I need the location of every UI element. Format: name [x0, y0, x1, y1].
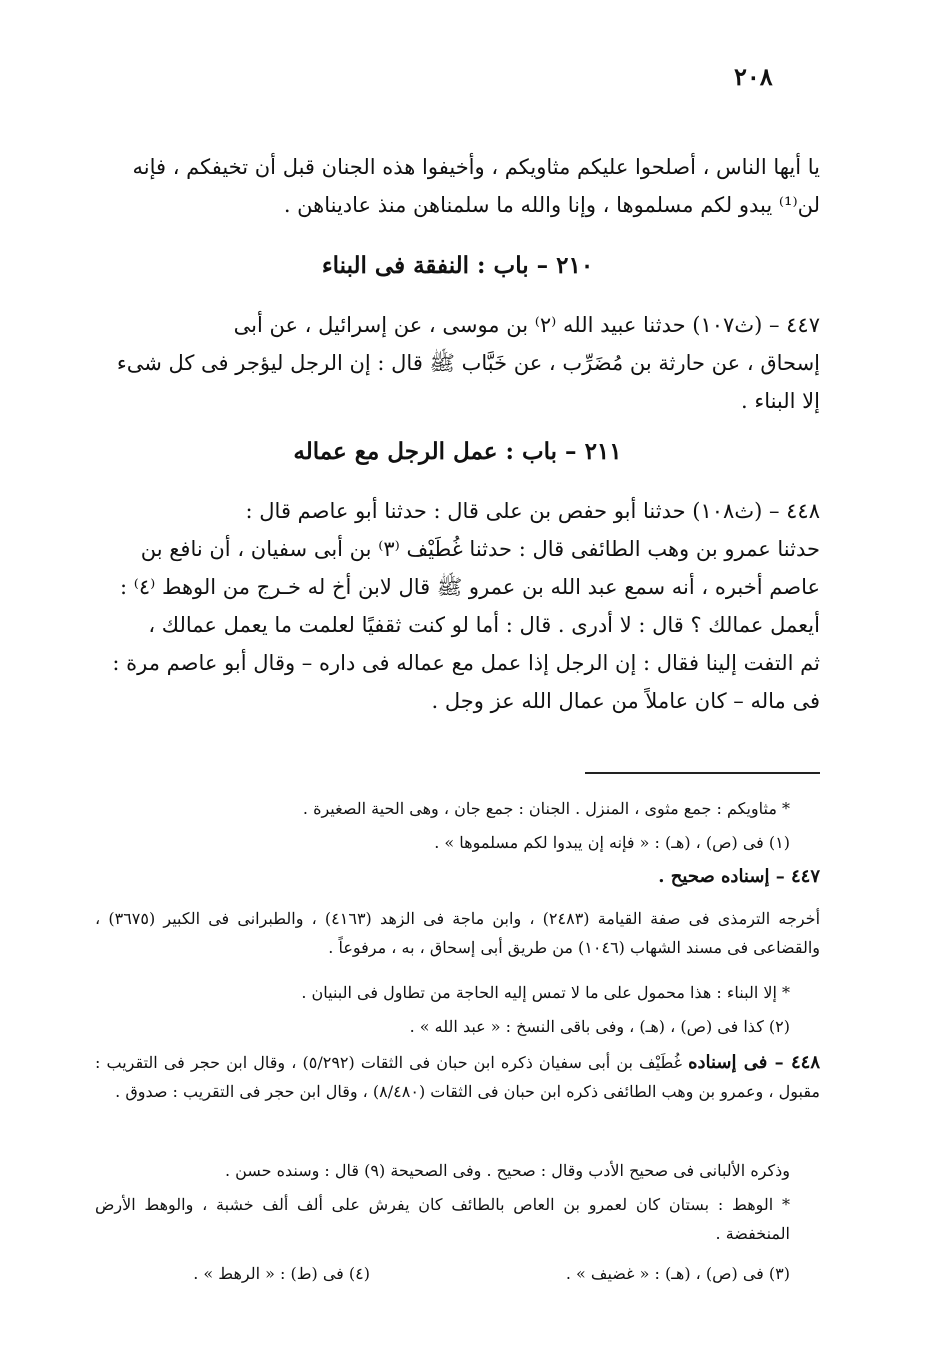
hadith-line: ٤٤٧ – (ث١٠٧) حدثنا عبيد الله ⁽٢⁾ بن موسى ، عن إسرائيل ، عن أبى	[233, 313, 820, 337]
footnote-wahat: * الوهط : بستان كان لعمرو بن العاص بالطائف كان يفرش على ألف ألف خشبة ، والوهط الأرض المنخفضة .	[95, 1195, 790, 1243]
footnote-bina: * إلا البناء : هذا محمول على ما لا تمس إليه الحاجة من تطاول فى البنيان .	[301, 983, 790, 1002]
hadith-line: عاصم أخبره ، أنه سمع عبد الله بن عمرو ﷺ قال لابن أخ له خـرج من الوهط ⁽٤⁾ :	[119, 575, 820, 599]
isnad-448-label: ٤٤٨ – فى إسناده	[688, 1052, 820, 1073]
hadith-line: إسحاق ، عن حارثة بن مُضَرِّب ، عن خَبَّاب ﷺ قال : إن الرجل ليؤجر فى كل شىء	[116, 351, 820, 375]
albani-448: وذكره الألبانى فى صحيح الأدب وقال : صحيح . وفى الصحيحة (٩) قال : وسنده حسن .	[225, 1161, 790, 1180]
intro-paragraph	[95, 148, 820, 224]
footnote-4: (٤) فى (ط) : « الرهط » .	[193, 1264, 370, 1283]
hadith-line: حدثنا عمرو بن وهب الطائفى قال : حدثنا غُطَيْف ⁽٣⁾ بن أبى سفيان ، أن نافع بن	[140, 537, 820, 561]
hadith-line: ٤٤٨ – (ث١٠٨) حدثنا أبو حفص بن على قال : حدثنا أبو عاصم قال :	[245, 499, 820, 523]
footnote-separator	[585, 772, 820, 774]
hadith-line: ثم التفت إلينا فقال : إن الرجل إذا عمل مع عماله فى داره – وقال أبو عاصم مرة :	[112, 651, 820, 675]
isnad-448	[95, 1048, 820, 1106]
chapter-211-heading: ٢١١ – باب : عمل الرجل مع عماله	[293, 438, 622, 465]
chapter-210-heading: ٢١٠ – باب : النفقة فى البناء	[321, 252, 594, 279]
page-number: ٢٠٨	[734, 62, 773, 91]
hadith-448-paragraph	[95, 492, 820, 720]
hadith-line: إلا البناء .	[740, 389, 820, 413]
isnad-447	[95, 862, 820, 891]
footnote-1: (١) فى (ص) ، (هـ) : « فإنه إن يبدوا لكم مسلموها » .	[434, 833, 790, 852]
isnad-448-text: غُطَيْف بن أبى سفيان ذكره ابن حبان فى الثقات (٥/٢٩٢) ، وقال ابن حجر فى التقريب : مقبول ، وعمرو بن وهب الطائفى ذكره ابن حبان فى الثقات (٨/٤٨٠) ، وقال ابن حجر فى التقريب : صدوق .	[95, 1053, 820, 1101]
hadith-line: فى ماله – كان عاملاً من عمال الله عز وجل .	[431, 689, 820, 713]
takhrij-447: أخرجه الترمذى فى صفة القيامة (٢٤٨٣) ، وابن ماجة فى الزهد (٤١٦٣) ، والطبرانى فى الكبير (٣٦٧٥) ، والقضاعى فى مسند الشهاب (١٠٤٦) من طريق أبى إسحاق ، به ، مرفوعاً .	[95, 909, 821, 957]
hadith-line: أيعمل عمالك ؟ قال : لا أدرى . قال : أما لو كنت ثقفيًا لعلمت ما يعمل عمالك ،	[148, 613, 820, 637]
hadith-447-paragraph	[95, 306, 820, 420]
footnote-2: (٢) كذا فى (ص) ، (هـ) ، وفى باقى النسخ : « عبد الله » .	[409, 1017, 790, 1036]
intro-line: يا أيها الناس ، أصلحوا عليكم مثاويكم ، وأخيفوا هذه الجنان قبل أن تخيفكم ، فإنه	[132, 155, 820, 179]
isnad-447-text: ٤٤٧ – إسناده صحيح .	[658, 866, 820, 887]
footnote-3: (٣) فى (ص) ، (هـ) : « غضيف » .	[565, 1264, 790, 1283]
intro-line: لن⁽¹⁾ يبدو لكم مسلموها ، وإنا والله ما سلمناهن منذ عاديناهن .	[283, 193, 820, 217]
footnote-mathawi: * مثاويكم : جمع مثوى ، المنزل . الجنان : جمع جان ، وهى الحية الصغيرة .	[302, 799, 790, 818]
